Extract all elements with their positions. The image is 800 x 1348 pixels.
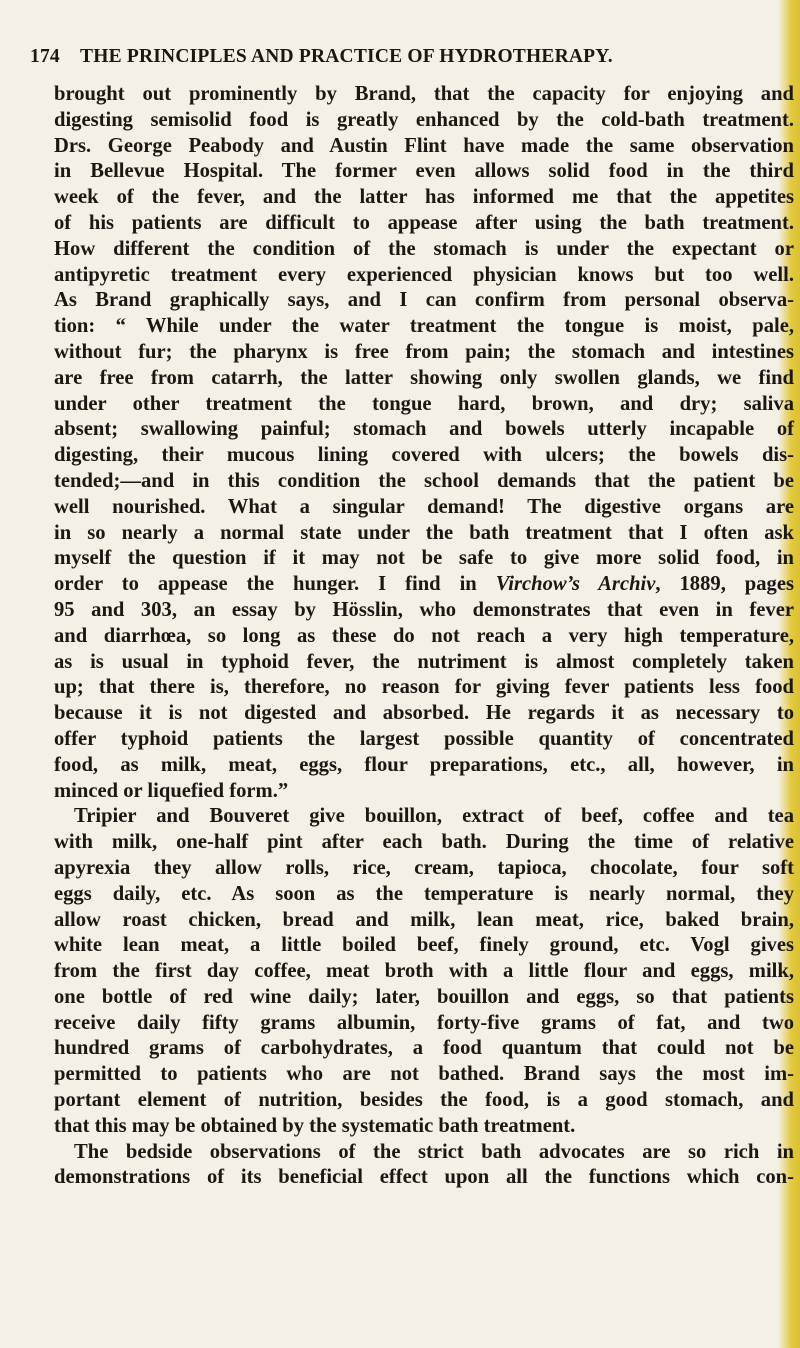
text-line	[54, 108, 794, 134]
line-text: digesting semisolid food is greatly enhanced by the cold-bath treatment.	[54, 108, 794, 131]
text-line	[54, 830, 794, 856]
line-text: because it is not digested and absorbed. He regards it as necessary to	[54, 702, 794, 725]
line-text: Tripier and Bouveret give bouillon, extract of beef, coffee and tea	[74, 805, 794, 828]
line-text: with milk, one-half pint after each bath. During the time of relative	[54, 831, 794, 854]
running-header	[30, 46, 782, 76]
line-text: white lean meat, a little boiled beef, finely ground, etc. Vogl gives	[54, 934, 794, 957]
text-line	[54, 82, 794, 108]
line-text: demonstrations of its beneficial effect upon all the functions which con-	[54, 1166, 794, 1189]
text-line	[54, 1036, 794, 1062]
text-line	[54, 933, 794, 959]
text-line	[54, 159, 794, 185]
text-line	[54, 1062, 794, 1088]
text-line	[54, 701, 794, 727]
text-line	[54, 1011, 794, 1037]
italic-citation: Virchow’s Archiv	[495, 573, 656, 596]
line-text: apyrexia they allow rolls, rice, cream, tapioca, chocolate, four soft	[54, 856, 794, 879]
text-line	[54, 959, 794, 985]
text-line	[54, 753, 794, 779]
line-text: eggs daily, etc. As soon as the temperature is nearly normal, they	[54, 882, 794, 905]
text-line	[54, 288, 794, 314]
line-text: order to appease the hunger. I find in	[54, 573, 496, 596]
text-line	[54, 624, 794, 650]
text-line	[54, 1114, 794, 1140]
page-number: 174	[30, 46, 60, 67]
line-text-continued: , 1889, pages	[655, 573, 794, 596]
line-text: without fur; the pharynx is free from pain; the stomach and intestines	[54, 340, 794, 363]
text-line	[54, 314, 794, 340]
line-text: up; that there is, therefore, no reason for giving fever patients less food	[54, 676, 794, 699]
text-line	[54, 417, 794, 443]
text-line	[54, 908, 794, 934]
line-text: of his patients are difficult to appease after using the bath treatment.	[54, 211, 794, 234]
line-text: receive daily fifty grams albumin, forty-five grams of fat, and two	[54, 1011, 794, 1034]
line-text: As Brand graphically says, and I can confirm from personal observa-	[54, 289, 794, 312]
text-line	[54, 727, 794, 753]
text-line	[54, 779, 794, 805]
text-line	[54, 882, 794, 908]
line-text: in Bellevue Hospital. The former even allows solid food in the third	[54, 160, 794, 183]
text-line	[54, 675, 794, 701]
text-line	[54, 856, 794, 882]
line-text: tended;—and in this condition the school demands that the patient be	[54, 469, 794, 492]
text-line	[54, 392, 794, 418]
text-line	[54, 340, 794, 366]
line-text: myself the question if it may not be safe to give more solid food, in	[54, 547, 794, 570]
line-text: in so nearly a normal state under the bath treatment that I often ask	[54, 521, 794, 544]
text-line	[54, 495, 794, 521]
text-line	[54, 521, 794, 547]
line-text: from the first day coffee, meat broth with a little flour and eggs, milk,	[54, 960, 794, 983]
line-text: How different the condition of the stomach is under the expectant or	[54, 237, 794, 260]
body-text	[54, 82, 794, 1191]
line-text: are free from catarrh, the latter showing only swollen glands, we find	[54, 366, 794, 389]
text-line	[54, 546, 794, 572]
running-title: THE PRINCIPLES AND PRACTICE OF HYDROTHERAPY.	[80, 46, 613, 67]
text-line	[54, 366, 794, 392]
text-line	[54, 1140, 794, 1166]
line-text: digesting, their mucous lining covered with ulcers; the bowels dis-	[54, 444, 794, 467]
line-text: absent; swallowing painful; stomach and bowels utterly incapable of	[54, 418, 794, 441]
line-text: 95 and 303, an essay by Hösslin, who demonstrates that even in fever	[54, 598, 794, 621]
line-text: tion: “ While under the water treatment the tongue is moist, pale,	[54, 315, 794, 338]
line-text: food, as milk, meat, eggs, flour preparations, etc., all, however, in	[54, 753, 794, 776]
text-line	[54, 1088, 794, 1114]
line-text: one bottle of red wine daily; later, bouillon and eggs, so that patients	[54, 985, 794, 1008]
line-text: antipyretic treatment every experienced physician knows but too well.	[54, 263, 794, 286]
line-text: brought out prominently by Brand, that the capacity for enjoying and	[54, 83, 794, 105]
line-text: permitted to patients who are not bathed. Brand says the most im-	[54, 1063, 794, 1086]
text-line	[54, 469, 794, 495]
text-line	[54, 1165, 794, 1191]
line-text: The bedside observations of the strict bath advocates are so rich in	[74, 1140, 794, 1163]
line-text: portant element of nutrition, besides the food, is a good stomach, and	[54, 1089, 794, 1112]
line-text: offer typhoid patients the largest possible quantity of concentrated	[54, 727, 794, 750]
text-line	[54, 237, 794, 263]
text-line	[54, 134, 794, 160]
line-text: that this may be obtained by the systematic bath treatment.	[54, 1114, 576, 1137]
text-line	[54, 804, 794, 830]
line-text: week of the fever, and the latter has informed me that the appetites	[54, 186, 794, 209]
line-text: allow roast chicken, bread and milk, lean meat, rice, baked brain,	[54, 908, 794, 931]
line-text: well nourished. What a singular demand! The digestive organs are	[54, 495, 794, 518]
text-line	[54, 985, 794, 1011]
text-line	[54, 263, 794, 289]
text-line	[54, 598, 794, 624]
text-line	[54, 211, 794, 237]
line-text: as is usual in typhoid fever, the nutriment is almost completely taken	[54, 650, 794, 673]
line-text: minced or liquefied form.”	[54, 779, 289, 802]
text-line	[54, 185, 794, 211]
text-line	[54, 443, 794, 469]
line-text: and diarrhœa, so long as these do not reach a very high temperature,	[54, 624, 794, 647]
line-text: hundred grams of carbohydrates, a food quantum that could not be	[54, 1037, 794, 1060]
line-text: under other treatment the tongue hard, brown, and dry; saliva	[54, 392, 794, 415]
text-line	[54, 572, 794, 598]
text-line	[54, 650, 794, 676]
line-text: Drs. George Peabody and Austin Flint have made the same observation	[54, 134, 794, 157]
